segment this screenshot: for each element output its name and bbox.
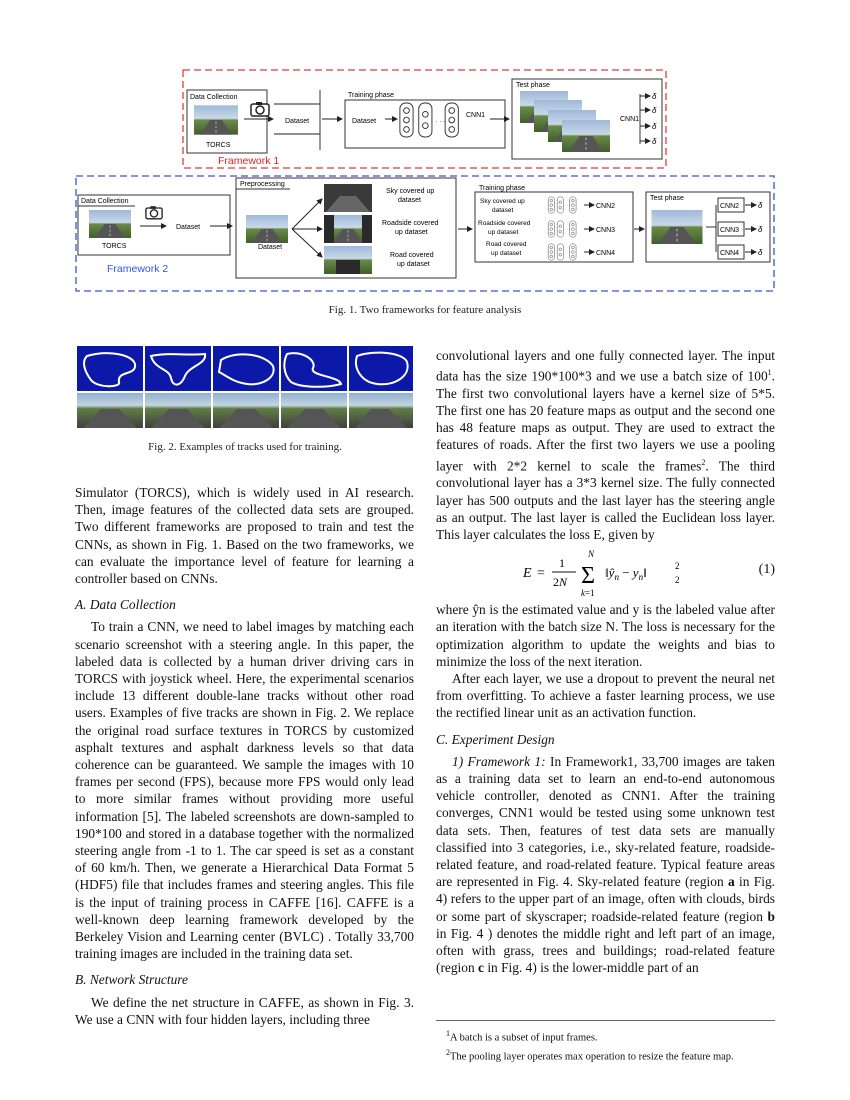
f1-torcs-thumb xyxy=(194,105,238,134)
f1-training-phase: Training phase xyxy=(348,92,395,99)
f1-dataset-label: Dataset xyxy=(285,118,310,125)
svg-text:‖ŷn − yn‖: $‖ŷ_n$ − $y_n‖$ xyxy=(604,565,647,583)
svg-text:=: = xyxy=(536,566,545,582)
footnotes xyxy=(436,1020,775,1064)
camera-icon-2 xyxy=(146,206,162,219)
figure-2 xyxy=(77,346,413,428)
svg-text:N: N xyxy=(587,549,594,560)
f2-sky-l1: Sky covered up xyxy=(386,188,435,195)
f2-road-l1: Road covered xyxy=(390,252,434,259)
svg-text:2: 2 xyxy=(674,575,679,586)
f2-torcs-thumb xyxy=(89,210,131,238)
equation-1 xyxy=(436,543,775,601)
right-para-3: After each layer, we use a dropout to prevent the neural net from overfitting. To achieve a faster learning process, we use the rectified linear unit as an activation function. xyxy=(436,670,775,721)
svg-text:δ: δ xyxy=(652,137,657,146)
framework1-label: Framework 1 xyxy=(218,155,280,167)
f2-test-cnn2: CNN2 xyxy=(720,203,740,210)
svg-text:δ: δ xyxy=(652,92,657,101)
figure-1 xyxy=(0,0,850,330)
framework2-label: Framework 2 xyxy=(107,263,169,275)
f2-pre-thumb xyxy=(246,215,288,243)
f1-test-thumb-4 xyxy=(562,120,610,152)
f2-pre-dataset: Dataset xyxy=(258,244,283,251)
section-c-heading: C. Experiment Design xyxy=(436,731,555,747)
right-para-4: 1) Framework 1: In Framework1, 33,700 images are taken as a training data set to learn an end-to-end autonomous vehicle controller, denoted as CNN1. After the training converges, CNN1 would be tested using some unknown test data sets. Then, features of test data sets are manually classified into 3 categories, i.e., sky-related feature, roadside-related feature, and road-related feature. Typical feature areas are represented in Fig. 4. Sky-related feature (region a in Fig. 4) refers to the upper part of an image, often with clouds, birds or some part of skyscraper; roadside-related feature (region b in Fig. 4 ) denotes the middle right and left part of an image, often with grass, trees and buildings; road-related feature (region c in Fig. 4) is the lower-middle part of an xyxy=(436,753,776,976)
f1-torcs-label: TORCS xyxy=(206,142,231,149)
footnote-1: $^1$A batch is a subset of input frames. xyxy=(446,1029,598,1044)
f2-torcs-label: TORCS xyxy=(102,243,127,250)
f1-net-diagram xyxy=(400,103,458,137)
f2-tr-roadside-l2: up dataset xyxy=(488,229,519,236)
f2-cnn4: CNN4 xyxy=(596,250,616,257)
svg-text:2: 2 xyxy=(674,561,679,572)
f2-cnn3: CNN3 xyxy=(596,227,616,234)
f1-test-cnn1: CNN1 xyxy=(620,116,640,123)
f2-roadside-l2: up dataset xyxy=(395,229,428,236)
left-intro: Simulator (TORCS), which is widely used in AI research. Then, image features of the collected data sets are grouped. Two different frameworks are proposed to train and test the CNNs, as shown in Fig. 1. Based on the two frameworks, we can evaluate the importance level of feature for learning a controller based on CNNs. xyxy=(75,485,414,587)
f2-test-phase: Test phase xyxy=(650,195,684,202)
footnote-2: $^2$The pooling layer operates max operation to resize the feature map. xyxy=(446,1047,734,1062)
svg-text:E: E xyxy=(522,566,532,582)
f2-dataset-label: Dataset xyxy=(176,224,201,231)
f2-tr-roadside-l1: Roadside covered xyxy=(478,220,531,227)
f2-roadside-l1: Roadside covered xyxy=(382,220,439,227)
svg-text:δ: δ xyxy=(758,248,763,257)
f1-test-phase: Test phase xyxy=(516,82,550,89)
f2-test-cnn4: CNN4 xyxy=(720,250,740,257)
f2-net-1 xyxy=(548,197,576,213)
f1-data-collection: Data Collection xyxy=(190,94,238,101)
f2-net-3 xyxy=(548,244,576,260)
svg-text:δ: δ xyxy=(652,106,657,115)
f2-tr-sky-l2: dataset xyxy=(492,207,514,214)
section-b-heading: B. Network Structure xyxy=(75,972,188,988)
svg-text:δ: δ xyxy=(758,201,763,210)
camera-icon xyxy=(251,102,269,116)
svg-text:2N: 2N xyxy=(552,575,567,590)
figure-2-caption: Fig. 2. Examples of tracks used for training. xyxy=(148,441,342,453)
f2-cnn2: CNN2 xyxy=(596,203,616,210)
section-a-paragraph: To train a CNN, we need to label images by matching each scenario screenshot with a steering angle. In this paper, the labeled data is collected by a human driver driving cars in TORCS with joystick wheel. Here, the experimental scenarios include 13 different double-lane tracks without other road users. Examples of five tracks are shown in Fig. 2. We replace the original road surface textures in TORCS by customized asphalt textures and asphalt darkness levels so that data coherence can be guaranteed. We sample the images with 10 frames per second (FPS), because more FPS would only lead to more similar frames without providing more useful information [5]. The labeled screenshots are down-sampled to 190*100 and stored in a database together with the normalized steering angle from -1 to 1. The car speed is set as a constant of 60 km/h. Then, we generate a Hierarchical Data Format 5 (HDF5) file that includes frames and steering angles. This file is the input of training process in CAFFE [16]. CAFFE is a well-known deep learning framework developed by the Berkeley Vision and Learning center (BVLC) . Totally 33,700 training images are included in the training data set. xyxy=(75,619,414,962)
f2-test-cnn3: CNN3 xyxy=(720,227,740,234)
equation-number: (1) xyxy=(758,562,775,578)
f2-tr-road-l2: up dataset xyxy=(491,250,522,257)
f2-training-phase: Training phase xyxy=(479,185,526,192)
section-a-heading: A. Data Collection xyxy=(75,597,176,613)
right-para-2: where ŷn is the estimated value and y is the labeled value after an iteration with the batch size N. The loss is necessary for the optimization algorithm to update the weights and bias to minimize the loss of the next iteration. xyxy=(436,602,775,669)
framework1-subheading: 1) Framework 1: xyxy=(452,753,546,769)
f2-test-thumb xyxy=(652,210,703,244)
f2-tr-sky-l1: Sky covered up xyxy=(480,198,525,205)
svg-text:δ: δ xyxy=(758,225,763,234)
svg-text:k=1: k=1 xyxy=(580,588,595,599)
figure-1-caption: Fig. 1. Two frameworks for feature analysis xyxy=(328,304,522,316)
f2-preprocessing: Preprocessing xyxy=(240,181,285,188)
f2-road-l2: up dataset xyxy=(397,261,430,268)
loss-equation xyxy=(521,543,691,601)
f2-net-2 xyxy=(548,221,576,237)
right-para-1: convolutional layers and one fully connected layer. The input data has the size 190*100*3 and we use a batch size of $100^1$. The first two convolutional layers have a kernel size of 5*5. The first one has 20 feature maps as output and the second one has 48 feature maps as output. They are used to extract the features of roads. After the first two layers we use a pooling layer with 2*2 kernel to scale the frames$^2$. The third convolutional layer has a 3*3 kernel size. The fully connected layer has 500 outputs and the last layer has the steering angle as an output. The last layer is called the Euclidean loss layer. This layer calculates the loss E, given by xyxy=(436,348,775,542)
f1-training-dataset: Dataset xyxy=(352,118,377,125)
f2-tr-road-l1: Road covered xyxy=(486,241,527,248)
f2-sky-l2: dataset xyxy=(398,197,421,204)
right-column xyxy=(436,347,775,976)
svg-text:δ: δ xyxy=(652,122,657,131)
svg-text:Σ: Σ xyxy=(580,563,595,590)
section-b-paragraph: We define the net structure in CAFFE, as shown in Fig. 3. We use a CNN with four hidden layers, including three xyxy=(75,994,414,1027)
f1-cnn1: CNN1 xyxy=(466,112,486,119)
svg-text:1: 1 xyxy=(558,556,565,571)
f2-data-collection: Data Collection xyxy=(81,198,129,205)
left-column xyxy=(75,484,414,1028)
